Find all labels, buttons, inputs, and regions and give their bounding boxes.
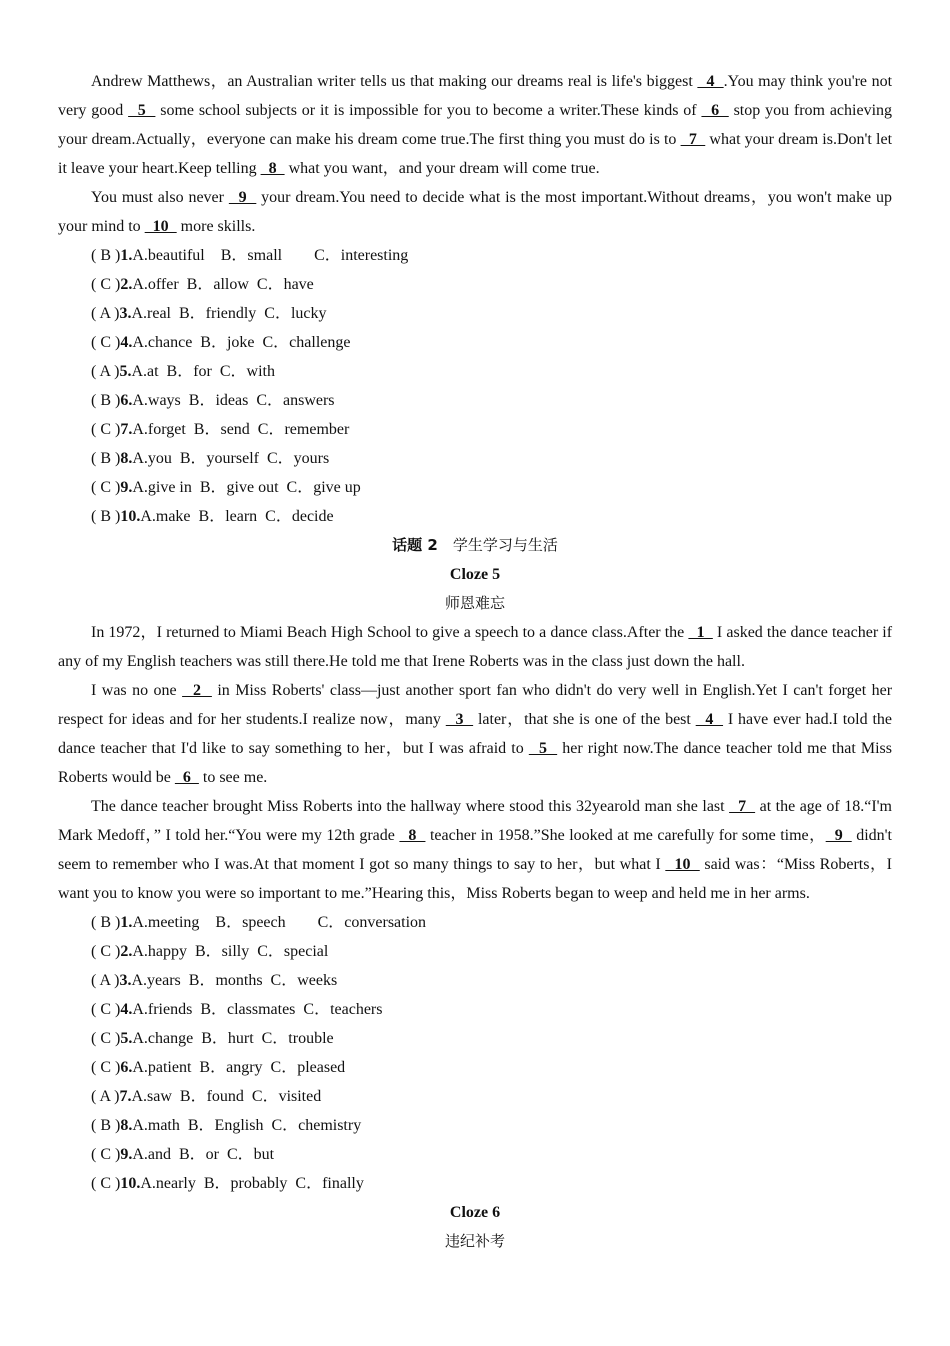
answer-label: ( A ) <box>91 1088 120 1105</box>
passage-text: your dream.You need to decide what is the most important.Without dreams，you won't make up your mind to <box>58 189 893 235</box>
answer-label: ( C ) <box>91 334 121 351</box>
answer-label: ( C ) <box>91 1175 121 1192</box>
passage-text: .You may think you're not very good <box>58 73 893 119</box>
answer-label: ( B ) <box>91 1117 121 1134</box>
option-row <box>91 937 892 966</box>
answer-label: ( C ) <box>91 1059 121 1076</box>
option-row <box>91 966 892 995</box>
answer-label: ( A ) <box>91 972 120 989</box>
option-row <box>91 995 892 1024</box>
option-row <box>91 415 892 444</box>
question-number: 6. <box>120 392 133 409</box>
option-text: A.at B．for C．with <box>131 363 276 380</box>
blank-6: 6 <box>174 769 199 786</box>
answer-label: ( C ) <box>91 1001 121 1018</box>
option-text: A.change B．hurt C．trouble <box>132 1030 334 1047</box>
passage-text: what your dream is.Don't let it leave your heart.Keep telling <box>58 131 893 177</box>
answer-label: ( C ) <box>91 276 121 293</box>
option-text: A.friends B．classmates C．teachers <box>132 1001 383 1018</box>
passage-text: at the age of 18.“I'm Mark Medoff，” I told her.“You were my 12th grade <box>58 798 893 844</box>
cloze6-subtitle: 违纪补考 <box>444 1232 505 1250</box>
blank-5: 5 <box>128 102 156 119</box>
option-row <box>91 502 892 531</box>
passage-text: later，that she is one of the best <box>473 711 696 728</box>
passage-text: You must also never <box>91 189 229 206</box>
answer-label: ( C ) <box>91 1030 121 1047</box>
option-text: A.chance B．joke C．challenge <box>132 334 351 351</box>
option-text: A.ways B．ideas C．answers <box>132 392 335 409</box>
passage-text: more skills. <box>176 218 256 235</box>
option-row <box>91 1140 892 1169</box>
blank-8: 8 <box>260 160 285 177</box>
passage-text: didn't seem to remember who I was.At that moment I got so many things to say to her，but what I <box>58 827 893 873</box>
cloze5-paragraph-3 <box>58 792 892 908</box>
blank-6: 6 <box>701 102 729 119</box>
option-text: A.beautiful B．small C．interesting <box>132 247 409 264</box>
answer-label: ( C ) <box>91 943 121 960</box>
answer-label: ( B ) <box>91 247 121 264</box>
answer-label: ( B ) <box>91 392 121 409</box>
option-row <box>91 1169 892 1198</box>
topic-title: 学生学习与生活 <box>437 536 558 554</box>
cloze5-paragraph-2 <box>58 676 892 792</box>
blank-7: 7 <box>680 131 706 148</box>
option-text: A.meeting B．speech C．conversation <box>132 914 427 931</box>
answer-label: ( A ) <box>91 363 120 380</box>
topic-heading <box>58 531 892 560</box>
option-text: A.real B．friendly C．lucky <box>131 305 327 322</box>
blank-3: 3 <box>445 711 474 728</box>
question-number: 9. <box>120 479 133 496</box>
passage-text: stop you from achieving your dream.Actually，everyone can make his dream come true.The first thing you must do is to <box>58 102 893 148</box>
passage-text: some school subjects or it is impossible for you to become a writer.These kinds of <box>155 102 702 119</box>
option-text: A.make B．learn C．decide <box>140 508 334 525</box>
question-number: 5. <box>120 1030 133 1047</box>
cloze6-heading: Cloze 6 <box>449 1204 501 1221</box>
blank-9: 9 <box>228 189 257 206</box>
option-row <box>91 908 892 937</box>
question-number: 7. <box>119 1088 132 1105</box>
answer-label: ( B ) <box>91 450 121 467</box>
passage-text: said was：“Miss Roberts，I want you to know you were so important to me.”Hearing this，Miss Roberts began to weep and held me in her arms. <box>58 856 892 902</box>
blank-1: 1 <box>688 624 713 641</box>
answer-label: ( C ) <box>91 479 121 496</box>
option-text: A.offer B．allow C．have <box>132 276 314 293</box>
cloze5-options-list <box>58 908 892 1198</box>
cloze5-paragraph-1 <box>58 618 892 676</box>
option-row <box>91 1082 892 1111</box>
answer-label: ( A ) <box>91 305 120 322</box>
question-number: 10. <box>120 1175 141 1192</box>
option-row <box>91 1024 892 1053</box>
option-row <box>91 270 892 299</box>
passage-text: her right now.The dance teacher told me that Miss Roberts would be <box>58 740 893 786</box>
option-text: A.happy B．silly C．special <box>132 943 329 960</box>
question-number: 2. <box>120 276 133 293</box>
passage-text: I asked the dance teacher if any of my English teachers was still there.He told me that Irene Roberts was in the class just down the hall. <box>58 624 893 670</box>
option-text: A.years B．months C．weeks <box>131 972 338 989</box>
cloze4-paragraph-1 <box>58 67 892 183</box>
blank-10: 10 <box>665 856 700 873</box>
blank-4: 4 <box>695 711 724 728</box>
passage-text: I have ever had.I told the dance teacher that I'd like to say something to her，but I was afraid to <box>58 711 893 757</box>
option-row <box>91 357 892 386</box>
option-row <box>91 328 892 357</box>
passage-text: Andrew Matthews，an Australian writer tells us that making our dreams real is life's biggest <box>91 73 698 90</box>
answer-label: ( B ) <box>91 508 121 525</box>
passage-text: what you want，and your dream will come true. <box>284 160 600 177</box>
question-number: 3. <box>119 305 132 322</box>
option-row <box>91 1053 892 1082</box>
option-text: A.and B．or C．but <box>132 1146 275 1163</box>
question-number: 1. <box>120 914 133 931</box>
option-text: A.saw B．found C．visited <box>131 1088 322 1105</box>
question-number: 10. <box>120 508 141 525</box>
blank-8: 8 <box>399 827 426 844</box>
topic-number: 话题 2 <box>392 536 438 554</box>
cloze5-subtitle: 师恩难忘 <box>444 594 505 612</box>
blank-7: 7 <box>729 798 756 815</box>
option-text: A.you B．yourself C．yours <box>132 450 330 467</box>
option-row <box>91 1111 892 1140</box>
question-number: 8. <box>120 1117 133 1134</box>
question-number: 8. <box>120 450 133 467</box>
cloze4-options-list <box>58 241 892 531</box>
answer-label: ( C ) <box>91 1146 121 1163</box>
answer-label: ( B ) <box>91 914 121 931</box>
question-number: 6. <box>120 1059 133 1076</box>
option-text: A.nearly B．probably C．finally <box>140 1175 364 1192</box>
passage-text: I was no one <box>91 682 183 699</box>
blank-2: 2 <box>182 682 212 699</box>
blank-4: 4 <box>697 73 724 90</box>
question-number: 5. <box>119 363 132 380</box>
question-number: 7. <box>120 421 133 438</box>
passage-text: teacher in 1958.”She looked at me carefully for some time， <box>425 827 826 844</box>
option-text: A.patient B．angry C．pleased <box>132 1059 346 1076</box>
question-number: 4. <box>120 1001 133 1018</box>
option-row <box>91 473 892 502</box>
question-number: 1. <box>120 247 133 264</box>
option-row <box>91 444 892 473</box>
question-number: 9. <box>120 1146 133 1163</box>
option-row <box>91 299 892 328</box>
question-number: 3. <box>119 972 132 989</box>
passage-text: In 1972，I returned to Miami Beach High School to give a speech to a dance class.After the <box>91 624 689 641</box>
cloze5-heading: Cloze 5 <box>449 566 501 583</box>
blank-10: 10 <box>144 218 177 235</box>
option-row <box>91 386 892 415</box>
option-row <box>91 241 892 270</box>
blank-9: 9 <box>825 827 852 844</box>
blank-5: 5 <box>528 740 558 757</box>
question-number: 4. <box>120 334 133 351</box>
passage-text: to see me. <box>198 769 268 786</box>
option-text: A.give in B．give out C．give up <box>132 479 361 496</box>
option-text: A.math B．English C．chemistry <box>132 1117 362 1134</box>
question-number: 2. <box>120 943 133 960</box>
option-text: A.forget B．send C．remember <box>132 421 350 438</box>
passage-text: in Miss Roberts' class—just another sport fan who didn't do very well in English.Yet I can't forget her respect for ideas and for her students.I realize now，many <box>58 682 893 728</box>
answer-label: ( C ) <box>91 421 121 438</box>
cloze4-paragraph-2 <box>58 183 892 241</box>
passage-text: The dance teacher brought Miss Roberts into the hallway where stood this 32yearold man she last <box>91 798 730 815</box>
